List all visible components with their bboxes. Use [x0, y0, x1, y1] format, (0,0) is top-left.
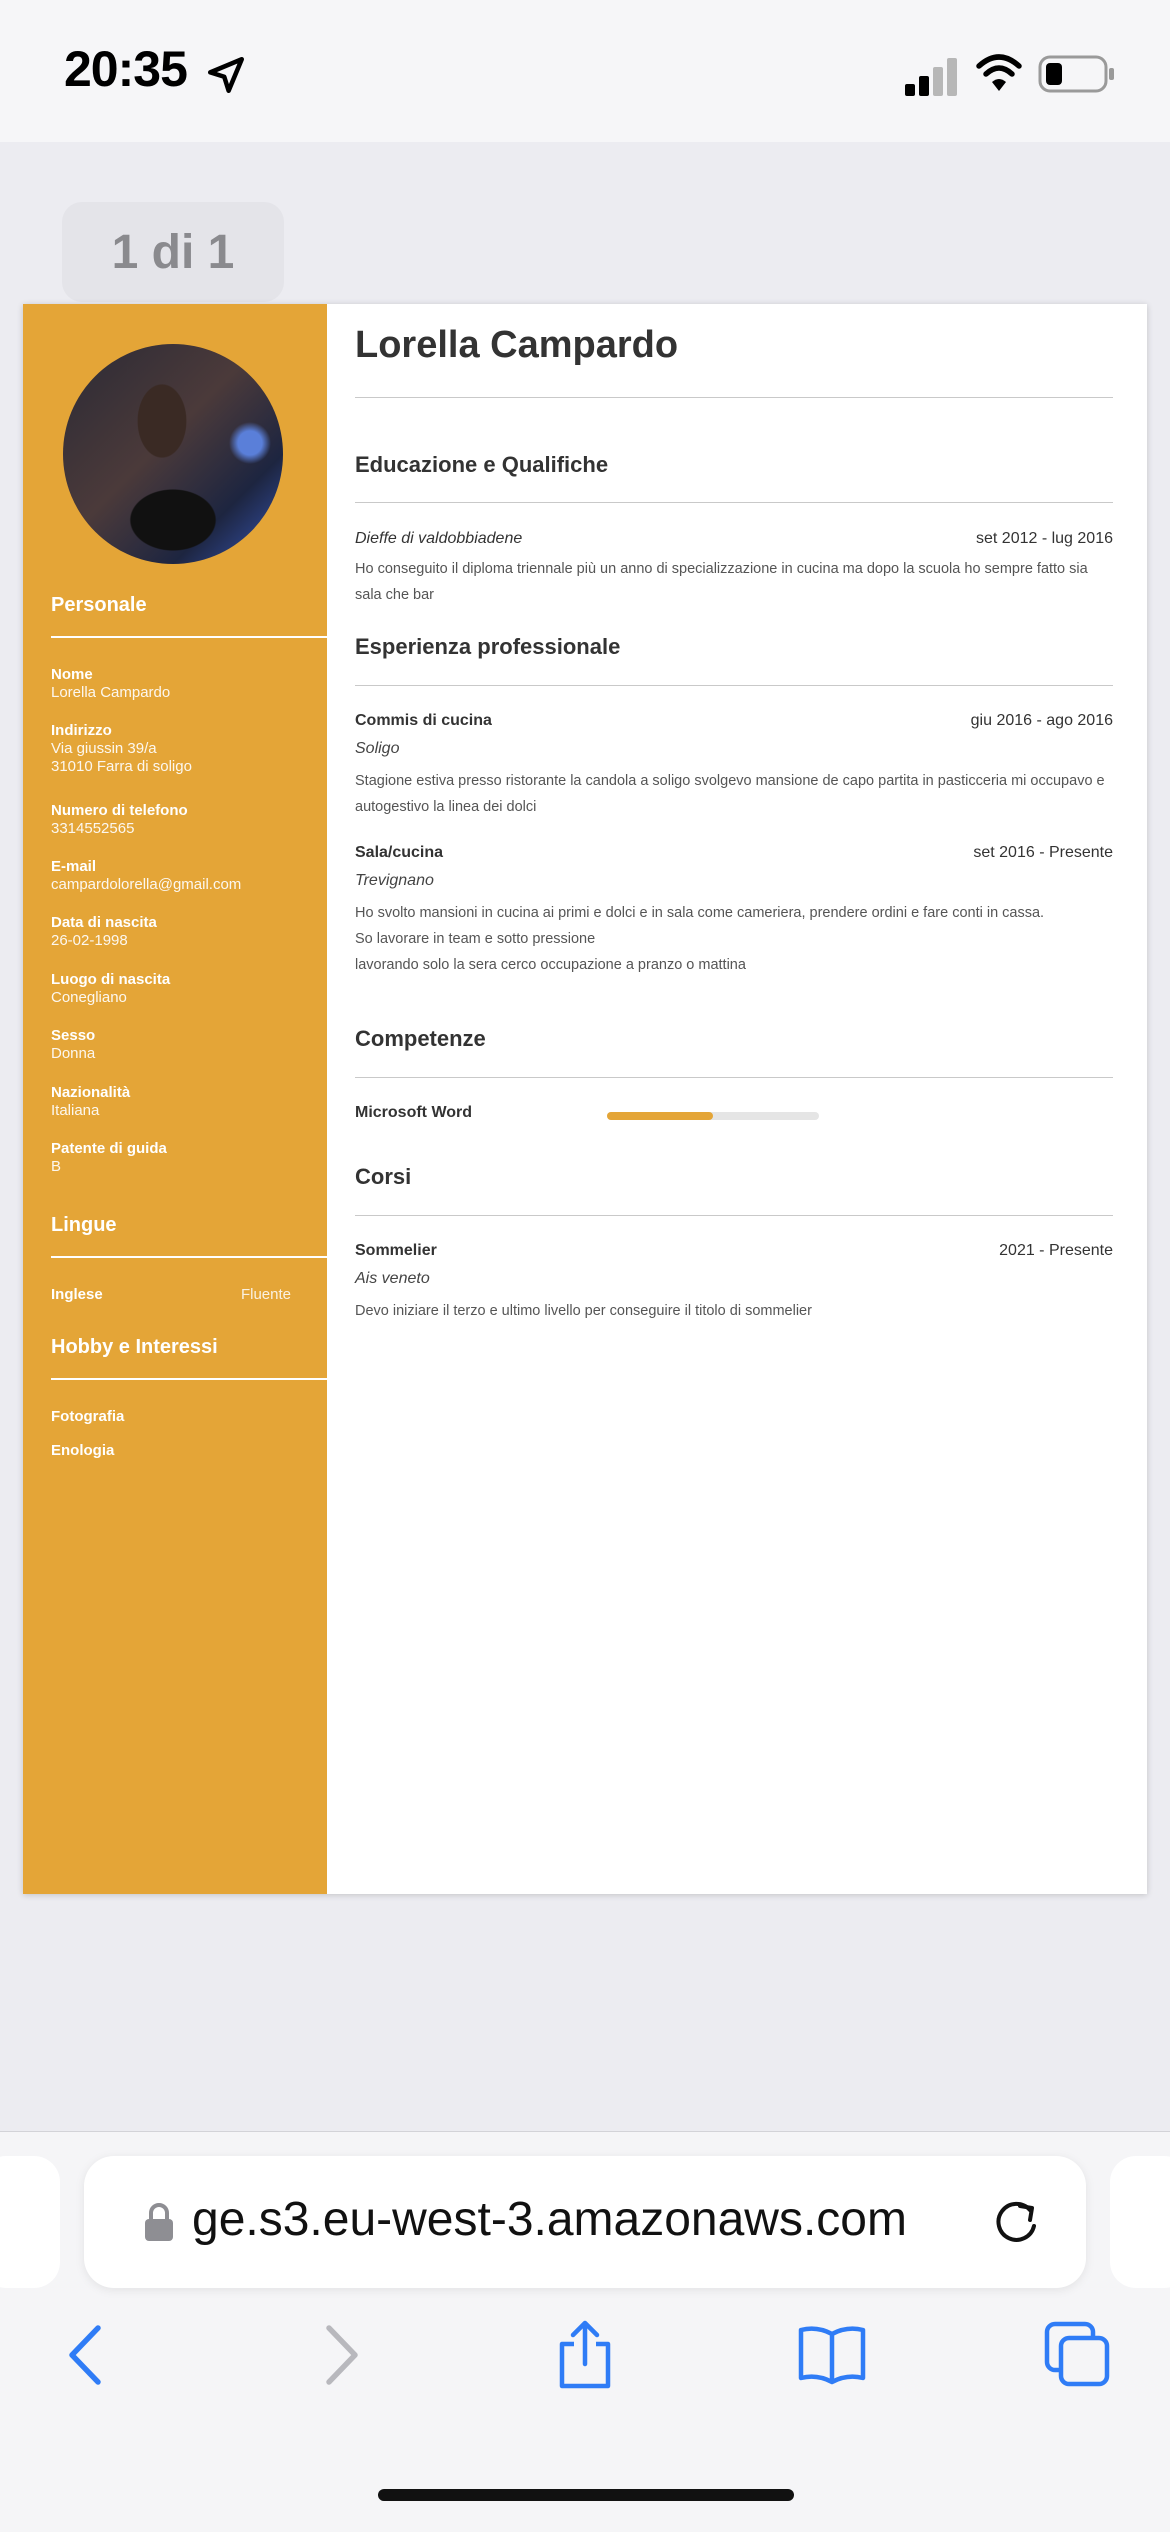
field-label: Patente di guida: [51, 1140, 167, 1157]
education-dates: set 2012 - lug 2016: [976, 530, 1113, 547]
resume-name: Lorella Campardo: [355, 324, 679, 366]
field-value: 26-02-1998: [51, 932, 128, 949]
status-bar: [0, 0, 1170, 142]
field-label: Nome: [51, 666, 93, 683]
experience-row: [355, 844, 1113, 862]
field-name: [51, 666, 311, 702]
hobby-item: Enologia: [51, 1442, 115, 1459]
location-arrow-icon: [205, 54, 247, 96]
experience-title: Commis di cucina: [355, 712, 492, 729]
field-value: Lorella Campardo: [51, 684, 171, 701]
field-value: B: [51, 1158, 62, 1175]
skills-divider: [355, 1077, 1113, 1078]
field-value: Via giussin 39/a: [51, 740, 157, 757]
hobbies-divider: [51, 1378, 327, 1380]
name-divider: [355, 397, 1113, 398]
field-email: [51, 858, 311, 894]
field-label: Indirizzo: [51, 722, 112, 739]
experience-divider: [355, 685, 1113, 686]
language-row: [51, 1286, 291, 1303]
field-value: 3314552565: [51, 820, 135, 837]
previous-tab-preview[interactable]: [0, 2156, 60, 2288]
education-heading: Educazione e Qualifiche: [355, 452, 609, 477]
address-bar[interactable]: [84, 2156, 1086, 2288]
field-label: Luogo di nascita: [51, 971, 171, 988]
field-value: campardolorella@gmail.com: [51, 876, 242, 893]
share-icon[interactable]: [550, 2320, 620, 2390]
education-row: [355, 530, 1113, 548]
experience-location: Trevignano: [355, 872, 434, 889]
field-label: Data di nascita: [51, 914, 157, 931]
field-address: [51, 722, 311, 776]
experience-location: Soligo: [355, 740, 400, 757]
experience-heading: Esperienza professionale: [355, 634, 621, 659]
field-label: Numero di telefono: [51, 802, 188, 819]
avatar: [63, 344, 283, 564]
experience-dates: giu 2016 - ago 2016: [970, 712, 1113, 729]
field-birthplace: [51, 971, 311, 1007]
education-description: Ho conseguito il diploma triennale più un anno di specializzazione in cucina ma dopo la scuola ho sempre fatto sia sala che bar: [355, 561, 1088, 603]
field-phone: [51, 802, 311, 838]
status-time: 20:35: [64, 41, 187, 97]
reload-icon[interactable]: [990, 2196, 1042, 2248]
battery-icon: [1038, 54, 1116, 94]
skills-heading: Competenze: [355, 1026, 486, 1051]
field-label: Nazionalità: [51, 1084, 131, 1101]
field-nationality: [51, 1084, 311, 1120]
description-line: lavorando solo la sera cerco occupazione a pranzo o mattina: [355, 957, 746, 973]
language-name: Inglese: [51, 1286, 103, 1303]
personal-heading: Personale: [51, 594, 147, 616]
field-value: Conegliano: [51, 989, 127, 1006]
description-line: So lavorare in team e sotto pressione: [355, 931, 596, 947]
home-indicator: [378, 2489, 794, 2501]
field-value-line2: 31010 Farra di soligo: [51, 758, 192, 775]
forward-icon[interactable]: [305, 2320, 375, 2390]
experience-description: Stagione estiva presso ristorante la candola a soligo svolgevo mansione de capo partita in pasticceria mi occupavo e autogestivo la linea dei dolci: [355, 773, 1105, 815]
experience-dates: set 2016 - Presente: [973, 844, 1113, 861]
course-description: Devo iniziare il terzo e ultimo livello per conseguire il titolo di sommelier: [355, 1303, 812, 1319]
course-row: [355, 1242, 1113, 1260]
education-school: Dieffe di valdobbiadene: [355, 530, 523, 547]
field-license: [51, 1140, 311, 1176]
field-birthdate: [51, 914, 311, 950]
url-text[interactable]: ge.s3.eu-west-3.amazonaws.com: [192, 2193, 907, 2246]
courses-divider: [355, 1215, 1113, 1216]
courses-heading: Corsi: [355, 1164, 412, 1189]
field-label: Sesso: [51, 1027, 96, 1044]
skill-level-bar: [607, 1112, 819, 1120]
field-gender: [51, 1027, 311, 1063]
resume-document: [23, 304, 1147, 1894]
languages-divider: [51, 1256, 327, 1258]
resume-sidebar: [23, 304, 327, 1894]
lock-icon: [144, 2202, 174, 2242]
hobby-item: Fotografia: [51, 1408, 125, 1425]
tabs-icon[interactable]: [1043, 2320, 1113, 2390]
languages-heading: Lingue: [51, 1214, 117, 1236]
experience-description: [355, 900, 1113, 978]
language-level: Fluente: [240, 1286, 291, 1303]
education-divider: [355, 502, 1113, 503]
signal-icon: [905, 56, 959, 96]
back-icon[interactable]: [52, 2320, 122, 2390]
course-title: Sommelier: [355, 1242, 437, 1259]
field-value: Italiana: [51, 1102, 100, 1119]
skill-level-fill: [607, 1112, 713, 1120]
course-dates: 2021 - Presente: [999, 1242, 1113, 1259]
personal-divider: [51, 636, 327, 638]
hobbies-heading: Hobby e Interessi: [51, 1336, 218, 1358]
wifi-icon: [976, 52, 1022, 94]
experience-row: [355, 712, 1113, 730]
experience-title: Sala/cucina: [355, 844, 444, 861]
description-line: Ho svolto mansioni in cucina ai primi e dolci e in sala come cameriera, prendere ordini e fare conti in cassa.: [355, 905, 1045, 921]
bookmarks-icon[interactable]: [797, 2320, 867, 2390]
page-counter: 1 di 1: [62, 202, 284, 302]
skill-name: Microsoft Word: [355, 1104, 473, 1121]
course-provider: Ais veneto: [355, 1270, 430, 1287]
field-label: E-mail: [51, 858, 97, 875]
next-tab-preview[interactable]: [1110, 2156, 1170, 2288]
field-value: Donna: [51, 1045, 96, 1062]
